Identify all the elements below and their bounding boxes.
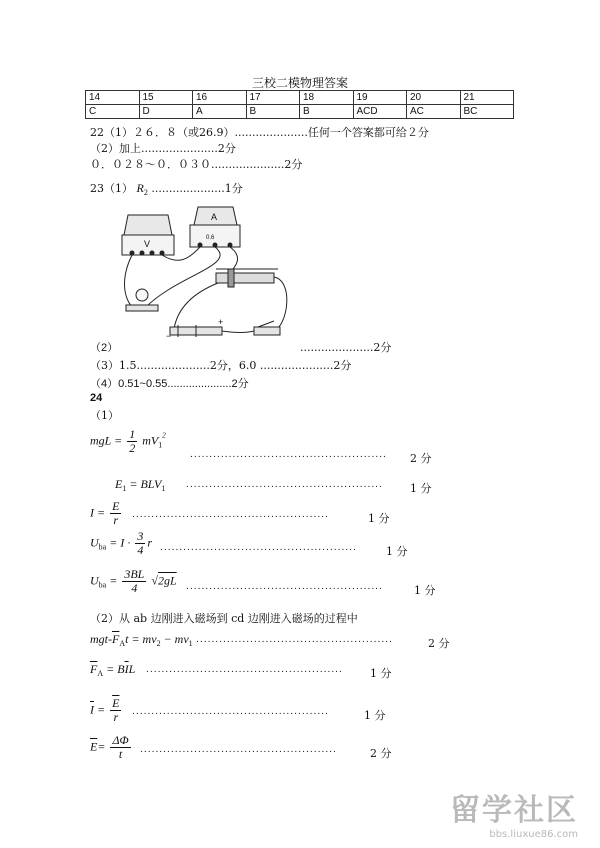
answer-table-answer-row (86, 105, 514, 119)
q24-part-1: （1） (90, 409, 119, 422)
wire (174, 283, 218, 329)
battery-pack (170, 325, 222, 337)
q23-line-3: （3）1.5.....................2分，6.0 .....................2分 (90, 359, 352, 372)
q22-line-1: 22（1）２６．８（或26.9）.....................任何一个答案都可给２分 (90, 126, 429, 139)
wire (146, 247, 220, 307)
circuit-diagram (118, 205, 298, 345)
dots: ................................................... (132, 707, 329, 717)
ammeter-label: A (211, 212, 218, 222)
score: 1 分 (368, 512, 390, 525)
formula-i: I = $\frac{E}{r}$ (90, 499, 120, 527)
watermark-logo: 留学社区 (450, 793, 578, 828)
q24-part-2: （2）从 ab 边刚进入磁场到 cd 边刚进入磁场的过程中 (90, 612, 358, 625)
q24-number: 24 (90, 392, 103, 404)
dots: ................................................... (160, 543, 357, 553)
table-cell: A (193, 105, 247, 119)
dots: ................................................... (140, 745, 337, 755)
table-cell: 14 (86, 91, 140, 105)
ammeter-scale-label: 0.6 (206, 235, 215, 241)
table-cell: B (246, 105, 300, 119)
table-cell: D (139, 105, 193, 119)
page-title: 三校二模物理答案 (251, 76, 348, 90)
q23-number: 23（1） (90, 182, 133, 195)
formula-fa: $\overline{F}_A = B\overline{I}L$ (90, 662, 136, 678)
table-cell: AC (407, 105, 461, 119)
minus-sign: − (166, 331, 172, 341)
table-cell: 21 (460, 91, 514, 105)
watermark (450, 785, 578, 840)
voltmeter (122, 215, 174, 255)
score: 2 分 (410, 452, 432, 465)
table-cell: 20 (407, 91, 461, 105)
table-cell: ACD (353, 105, 407, 119)
dots: ................................................... (186, 480, 383, 490)
score: 1 分 (386, 545, 408, 558)
table-cell: 15 (139, 91, 193, 105)
q23-score-1: .....................1分 (151, 182, 243, 195)
dots: ................................................... (190, 450, 387, 460)
table-cell: B (300, 105, 354, 119)
resistor-symbol: $R_2$ (136, 181, 148, 197)
formula-uba-1: $U_{ba} = I$ · $\frac{3}{4}$ r (90, 529, 152, 557)
switch (254, 321, 280, 335)
dots: ................................................... (196, 635, 393, 645)
rheostat (216, 269, 278, 287)
table-cell: 19 (353, 91, 407, 105)
score: 1 分 (370, 667, 392, 680)
score: 2 分 (370, 747, 392, 760)
answer-table (85, 90, 514, 119)
score: 1 分 (414, 584, 436, 597)
dots: ................................................... (186, 582, 383, 592)
q22-line-3: ０．０２８～０．０３０.....................2分 (90, 158, 303, 171)
q22-line-2: （2）加上......................2分 (90, 142, 236, 155)
q23-line-4: （4）0.51~0.55.....................2分 (90, 378, 249, 390)
wire (222, 331, 254, 333)
wire (274, 277, 287, 331)
q23-line-2-label: （2） (90, 342, 119, 354)
q23-line-1 (90, 180, 243, 197)
formula-i-avg: $\overline{I}$ = $\frac{\overline{E}}{r}$ (90, 696, 120, 724)
table-cell: C (86, 105, 140, 119)
formula-e-avg: $\overline{E}=$ $\frac{\Delta\Phi}{t}$ (90, 733, 129, 761)
answer-table-header-row (86, 91, 514, 105)
wire (125, 255, 133, 307)
table-cell: BC (460, 105, 514, 119)
table-cell: 18 (300, 91, 354, 105)
formula-mgl: mgL = $\frac{1}{2}$ $mV_1^2$ (90, 427, 166, 455)
score: 1 分 (364, 709, 386, 722)
watermark-url: bbs.liuxue86.com (489, 829, 578, 840)
score: 1 分 (410, 482, 432, 495)
voltmeter-label: V (144, 239, 151, 249)
dots: ................................................... (132, 510, 329, 520)
table-cell: 16 (193, 91, 247, 105)
table-cell: 17 (246, 91, 300, 105)
formula-momentum: mgt-$\overline{F}_At = mv_2 - mv_1$ (90, 632, 193, 648)
score: 2 分 (428, 637, 450, 650)
formula-uba-2: $U_{ba}$ = $\frac{3BL}{4}$ √2gL (90, 567, 177, 595)
q23-line-2-score: .....................2分 (300, 341, 392, 354)
formula-e1: $E_1 = BLV_1$ (115, 477, 166, 493)
plus-sign: + (218, 317, 224, 327)
dots: ................................................... (146, 665, 343, 675)
